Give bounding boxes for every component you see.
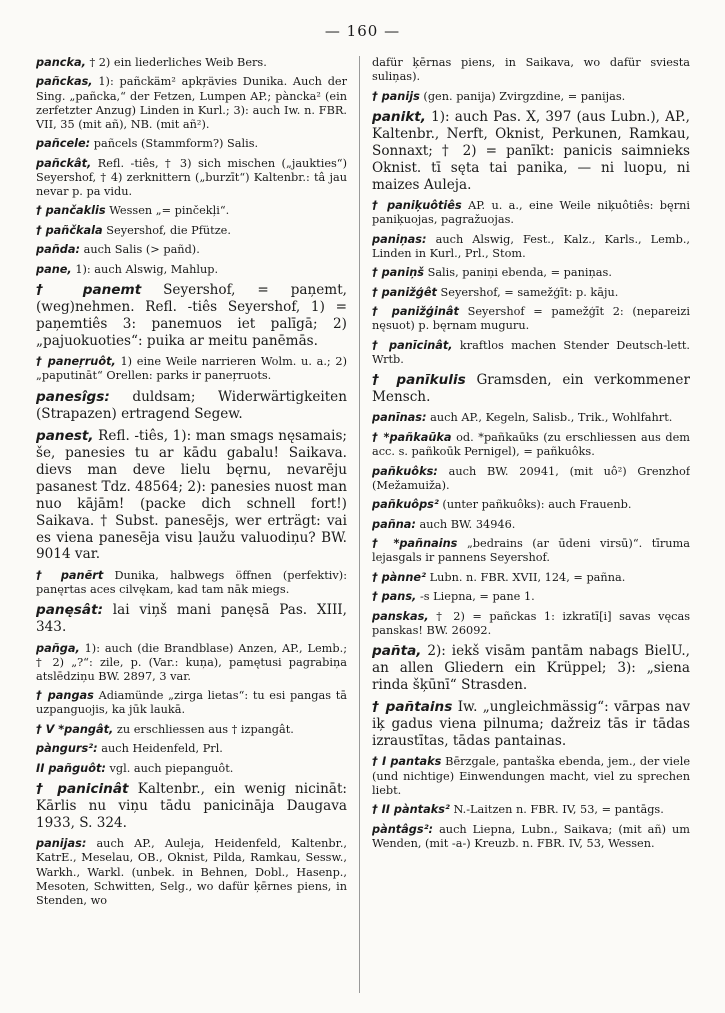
entry-text: Refl. -tiês, 1): man smags nęsamais; še, panesies tu ar kādu gabalu! Saikava. dievs man deve lielu bęrnu, nevarēju pasanest Tdz. 48564; 2): panesies nuost man nuo kājām! (packe dich schnell fort!) Saikava. † Subst. panesējs, wer erträgt: vai es viena panesēja visu ļaužu valuodiņu? BW. 9014 var. — [36, 428, 347, 563]
entry-text: Refl. -tiês, † 3) sich mischen („jaukties“) Seyershof, † 4) zerknittern („burzīt“) Kaltenbr.: tâ jau nevar p. pa vidu. — [36, 156, 347, 198]
entry-headword: panijas: — [36, 837, 87, 851]
dictionary-entry — [372, 571, 690, 585]
entry-headword: † pans, — [372, 590, 417, 604]
entry-text: Adiamünde „zirga lietas“: tu esi pangas tā uzpanguojis, ka jūk laukā. — [36, 689, 347, 717]
entry-headword: panęsât: — [36, 602, 103, 619]
dictionary-entry — [372, 537, 690, 565]
entry-headword: pañcele: — [36, 137, 91, 151]
dictionary-entry — [372, 590, 690, 604]
dictionary-entry — [372, 465, 690, 493]
entry-text: 2): iekš visām pantām nabags BielU., an allen Gliedern ein Krüppel; 3): „siena rinda šķūnī“ Strasden. — [372, 643, 690, 694]
entry-text: Seyershof, die Pfütze. — [106, 223, 231, 237]
entry-text: zu erschliessen aus † izpangât. — [116, 722, 294, 736]
entry-text: Seyershof, = paņemt, (weg)nehmen. Refl. -tiês Seyershof, 1) = paņemtiês 3: panemuos iet palīgā; 2) „pajuokuoties“: puika ar meitu panēmās. — [36, 282, 347, 350]
entry-text: Bērzgale, pantaška ebenda, jem., der viele (und nichtige) Einwendungen macht, viel zu sprechen liebt. — [372, 755, 690, 797]
dictionary-entry — [372, 233, 690, 261]
dictionary-entry — [372, 823, 690, 851]
entry-text: (gen. panija) Zvirgzdine, = panijas. — [423, 89, 626, 103]
entry-text: 1): auch Pas. X, 397 (aus Lubn.), AP., Kaltenbr., Nerft, Oknist, Perkunen, Ramkau, Sonnaxt; † 2) = panīkt: panicis saimnieks Oknist. tī sęta tai panika, — ni luopu, ni maizes Auleja. — [372, 109, 690, 193]
entry-headword: † *pañnains — [372, 537, 458, 551]
entry-text: 1): auch Alswig, Mahlup. — [75, 262, 219, 276]
entry-headword: pañkuôks: — [372, 464, 438, 478]
dictionary-entry — [372, 266, 690, 280]
entry-headword: pancka, — [36, 56, 86, 69]
entry-text: 1) eine Weile narrieren Wolm. u. a.; 2) „paputināt“ Orellen: parks ir paneŗruots. — [36, 355, 347, 383]
entry-text: vgl. auch piepanguôt. — [109, 761, 234, 775]
entry-text: 1): auch (die Brandblase) Anzen, AP., Lemb.; † 2) „?“: zile, p. (Var.: kuņa), pamętusi pagrabiņa atslēdziņu BW. 2897, 3 var. — [36, 641, 347, 683]
entry-headword: † *pañkaūka — [372, 430, 452, 444]
entry-text: Salis, paniņi ebenda, = paniņas. — [427, 266, 612, 280]
right-column — [372, 56, 690, 995]
entry-headword: † panižģinât — [372, 305, 459, 319]
entry-headword: panest, — [36, 428, 94, 445]
entry-headword: † II pàntaks² — [372, 803, 450, 817]
dictionary-entry — [372, 339, 690, 367]
entry-text: † 2) ein liederliches Weib Bers. — [89, 56, 267, 69]
entry-text: auch BW. 20941, (mit uô²) Grenzhof (Mežamuiža). — [372, 464, 690, 492]
entry-headword: † panẽrt — [36, 568, 104, 582]
dictionary-entry — [372, 411, 690, 425]
dictionary-entry — [372, 199, 690, 227]
entry-text: lai viņš mani panęsā Pas. XIII, 343. — [36, 602, 347, 636]
entry-headword: pañna: — [372, 517, 416, 531]
entry-headword: pañkuôps² — [372, 498, 439, 512]
entry-text: auch Salis (> pañd). — [83, 243, 200, 257]
dictionary-entry — [36, 569, 347, 597]
entry-headword: panskas, — [372, 609, 429, 623]
entry-headword: † panižģêt — [372, 285, 437, 299]
entry-text: auch Heidenfeld, Prl. — [101, 742, 223, 756]
entry-text: 1): pañckäm² apkŗävies Dunika. Auch der Sing. „pañcka,“ der Fetzen, Lumpen AP.; pàncka² (ein zerfetzter Anzug) Linden in Kurl.; 3): auch Iw. n. FBR. VII, 35 (mit añ), NB. (mit añ²). — [36, 75, 347, 131]
entry-headword: pàntâgs²: — [372, 822, 434, 836]
entry-headword: † paniņš — [372, 266, 424, 280]
entry-text: Lubn. n. FBR. XVII, 124, = pañna. — [429, 570, 626, 584]
entry-headword: pañta, — [372, 643, 422, 660]
entry-text: pañcels (Stammform?) Salis. — [93, 137, 259, 151]
dictionary-entry — [36, 157, 347, 199]
entry-text: (unter pañkuôks): auch Frauenb. — [442, 498, 632, 512]
dictionary-entry — [372, 755, 690, 797]
entry-text: auch Liepna, Lubn., Saikava; (mit añ) um Wenden, (mit -a-) Kreuzb. n. FBR. IV, 53, Wessen. — [372, 822, 690, 850]
dictionary-entry — [36, 389, 347, 423]
entry-text: Kaltenbr., ein wenig nicināt: Kārlis nu viņu tādu panicināja Daugava 1933, S. 324. — [36, 781, 347, 832]
dictionary-entry — [36, 137, 347, 151]
entry-text: dafür ķērnas piens, in Saikava, wo dafür sviesta suliņas). — [372, 56, 690, 84]
column-divider — [359, 56, 360, 993]
dictionary-entry — [372, 803, 690, 817]
entry-text: duldsam; Widerwärtigkeiten (Strapazen) ertragend Segew. — [36, 388, 347, 422]
entry-text: auch AP., Auleja, Heidenfeld, Kaltenbr., KatrE., Meselau, OB., Oknist, Pilda, Ramkau, Sessw., Warkh., Warkl. (unbek. in Behnen, Dobl., Hasenp., Mesoten, Schwitten, Selg., wo dafür ķērnes piens, in Stenden, wo — [36, 837, 347, 907]
entry-text: kraftlos machen Stender Deutsch-lett. Wrtb. — [372, 338, 690, 366]
entry-headword: † pànne² — [372, 570, 426, 584]
dictionary-entry — [372, 305, 690, 333]
dictionary-entry — [36, 781, 347, 832]
entry-text: Gramsden, ein verkommener Mensch. — [372, 372, 690, 406]
dictionary-entry — [372, 109, 690, 194]
dictionary-entry — [36, 243, 347, 257]
dictionary-entry — [372, 431, 690, 459]
entry-headword: panesîgs: — [36, 388, 110, 405]
dictionary-entry — [36, 224, 347, 238]
entry-headword: pañga, — [36, 641, 80, 655]
dictionary-entry — [36, 282, 347, 350]
entry-text: AP. u. a., eine Weile niķuôtiês: bęrni paniķuojas, pagražuojas. — [372, 198, 690, 227]
dictionary-entry — [372, 643, 690, 694]
dictionary-entry — [372, 518, 690, 532]
dictionary-entry — [36, 742, 347, 756]
entry-headword: † pančaklis — [36, 204, 106, 218]
entry-text: Wessen „= pinčekļi“. — [109, 204, 230, 218]
entry-headword: † panemt — [36, 282, 142, 299]
entry-headword: † pangas — [36, 689, 94, 703]
entry-headword: II pañguôt: — [36, 761, 106, 775]
entry-text: „bedrains (ar ūdeni virsū)“. tīruma lejasgals ir pannens Seyershof. — [372, 537, 690, 565]
entry-text: -s Liepna, = pane 1. — [419, 590, 535, 604]
entry-headword: panikt, — [372, 109, 426, 126]
page-number: — 160 — — [324, 22, 401, 40]
entry-headword: pane, — [36, 262, 72, 276]
dictionary-entry — [372, 610, 690, 638]
dictionary-entry — [36, 428, 347, 563]
dictionary-entry — [36, 762, 347, 776]
dictionary-entry — [36, 75, 347, 131]
entry-headword: pañckât, — [36, 156, 92, 170]
entry-headword: paniņas: — [372, 232, 427, 246]
dictionary-entry — [372, 372, 690, 406]
entry-headword: † paneŗruôt, — [36, 355, 116, 369]
dictionary-entry — [36, 355, 347, 383]
dictionary-entry — [372, 286, 690, 300]
entry-headword: † panicinât — [36, 781, 129, 798]
entry-text: Iw. „ungleichmässig“: vārpas nav iķ gadus viena pilnuma; dažreiz tās ir tādas izraustītas, tādas pantainas. — [372, 699, 690, 750]
left-column — [36, 56, 347, 995]
dictionary-entry — [36, 689, 347, 717]
entry-headword: † pañčkala — [36, 223, 103, 237]
dictionary-entry — [372, 90, 690, 104]
entry-headword: † paniķuôtiês — [372, 198, 462, 212]
entry-text: auch BW. 34946. — [419, 517, 516, 531]
entry-headword: † panijs — [372, 89, 420, 103]
entry-text: od. *pañkaūks (zu erschliessen aus dem acc. s. pañkoūk Pernigel), = pañkuôks. — [372, 430, 690, 459]
entry-headword: † panīkulis — [372, 372, 466, 389]
entry-text: Dunika, halbwegs öffnen (perfektiv): panęrtas aces cilvękam, kad tam nāk miegs. — [36, 568, 347, 596]
entry-headword: † panīcinât, — [372, 338, 453, 352]
entry-headword: panīnas: — [372, 411, 427, 425]
dictionary-entry — [372, 56, 690, 84]
entry-headword: pañckas, — [36, 75, 93, 89]
entry-text: N.-Laitzen n. FBR. IV, 53, = pantāgs. — [453, 803, 664, 817]
dictionary-entry — [372, 699, 690, 750]
entry-text: Seyershof, = samežģīt: p. kāju. — [440, 285, 619, 299]
entry-text: Seyershof = pamežģīt 2: (nepareizi nęsuot) p. bęrnam muguru. — [372, 305, 690, 333]
entry-text: auch AP., Kegeln, Salisb., Trik., Wohlfahrt. — [430, 411, 673, 425]
dictionary-entry — [36, 723, 347, 737]
dictionary-entry — [36, 642, 347, 684]
dictionary-entry — [36, 56, 347, 70]
entry-headword: pañda: — [36, 243, 80, 257]
dictionary-entry — [36, 602, 347, 636]
entry-headword: † I pantaks — [372, 755, 442, 769]
entry-headword: pàngurs²: — [36, 742, 98, 756]
entry-headword: † V *pangât, — [36, 722, 114, 736]
entry-headword: † pañtains — [372, 699, 453, 716]
dictionary-entry — [36, 204, 347, 218]
dictionary-entry — [36, 837, 347, 907]
entry-text: † 2) = pañckas 1: izkratī[i] savas vęcas panskas! BW. 26092. — [372, 609, 690, 637]
entry-text: auch Alswig, Fest., Kalz., Karls., Lemb., Linden in Kurl., Prl., Stom. — [372, 232, 690, 260]
dictionary-entry — [372, 498, 690, 512]
dictionary-entry — [36, 263, 347, 277]
